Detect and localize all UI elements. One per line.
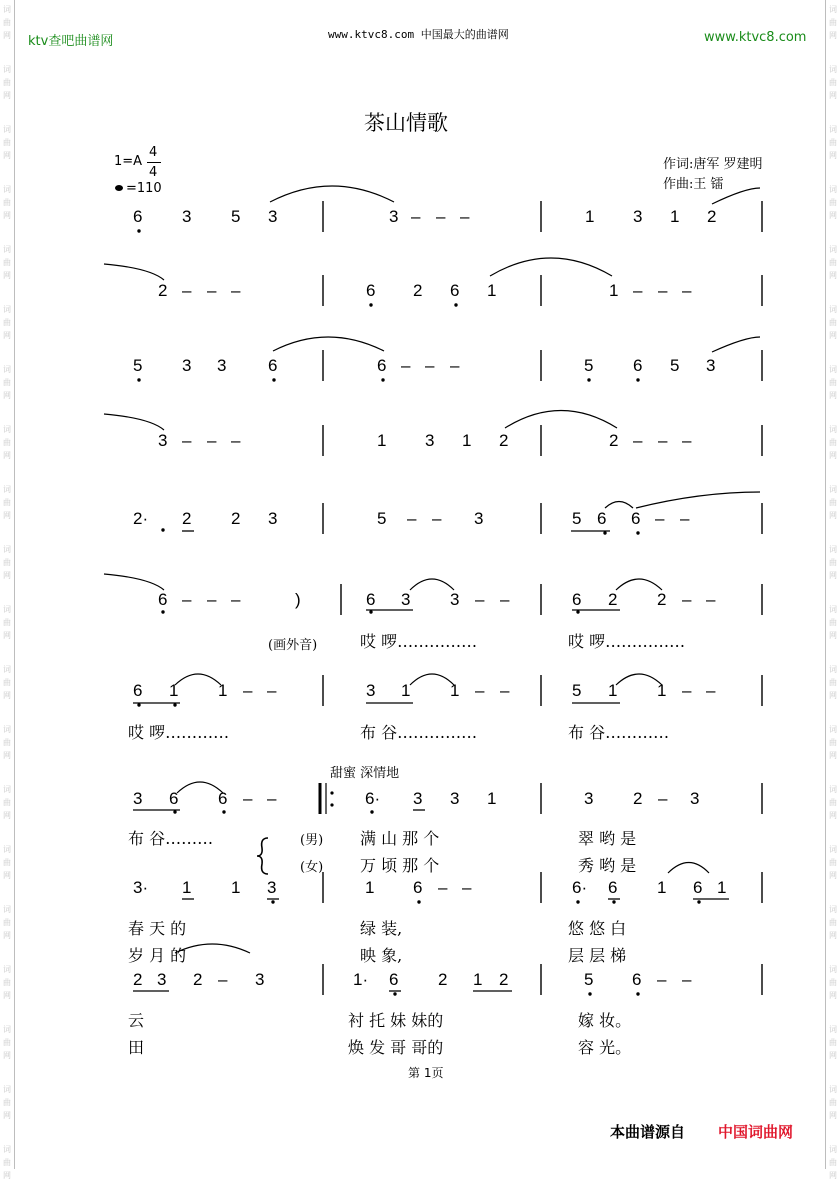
watermark-glyph: 网 [3,931,11,940]
note: – [682,970,692,989]
note: 2 [193,970,203,989]
lyricist-credit: 作词:唐军 罗建明 [663,157,763,172]
watermark-glyph: 词 [3,725,11,734]
repeat-sign [320,783,334,814]
note: 6 [633,356,643,375]
watermark-glyph: 网 [829,751,837,760]
note: 3 [690,789,700,808]
watermark-glyph: 词 [829,545,837,554]
note: 1 [608,681,618,700]
watermark-glyph: 词 [3,305,11,314]
note: 2 [133,970,143,989]
watermark-glyph: 曲 [3,858,11,867]
watermark-glyph: 网 [3,31,11,40]
note: 6 [597,509,607,528]
watermark-glyph: 网 [3,811,11,820]
watermark-glyph: 词 [829,905,837,914]
note: – [243,681,253,700]
note: – [682,681,692,700]
composer-credit: 作曲:王 镭 [663,177,724,192]
watermark-glyph: 词 [3,425,11,434]
watermark-glyph: 网 [3,211,11,220]
footer-source-site[interactable]: 中国词曲网 [718,1123,794,1141]
lyric-line: 云 [128,1011,145,1030]
watermark-glyph: 网 [3,1111,11,1120]
header-site-url: www.ktvc8.com [704,30,807,45]
note: 6 [631,509,641,528]
lyric-line: 哎 啰…………… [568,632,686,651]
note: – [658,789,668,808]
watermark-glyph: 词 [829,1085,837,1094]
note: 2 [499,970,509,989]
watermark-glyph: 词 [829,965,837,974]
watermark-glyph: 词 [3,125,11,134]
watermark-glyph: 词 [3,905,11,914]
lyric-line: 层 层 梯 [568,946,627,965]
note: 6 [608,878,618,897]
lyric-line: 布 谷…………… [360,723,478,742]
watermark-glyph: 词 [829,845,837,854]
watermark-glyph: 曲 [3,18,11,27]
note: 6 [366,590,376,609]
watermark-glyph: 网 [3,1051,11,1060]
note: 2 [438,970,448,989]
note: – [657,970,667,989]
watermark-glyph: 网 [3,871,11,880]
note: 1 [169,681,179,700]
note: 1 [473,970,483,989]
note: – [267,681,277,700]
lyric-line: 布 谷……… [128,829,214,848]
note: 6 [133,681,143,700]
note: 3 [389,207,399,226]
note: 5 [377,509,387,528]
watermark-glyph: 词 [3,5,11,14]
note: – [411,207,421,226]
watermark-glyph: 词 [829,485,837,494]
note: 6 [268,356,278,375]
note: 2 [608,590,618,609]
note: – [218,970,228,989]
note: 6 [158,590,168,609]
lyric-line: 悠 悠 白 [568,919,627,938]
note: 2 [633,789,643,808]
watermark-glyph: 词 [829,185,837,194]
watermark-glyph: 曲 [3,498,11,507]
note: 6 [169,789,179,808]
watermark-glyph: 网 [3,151,11,160]
watermark-glyph: 曲 [3,138,11,147]
note: – [475,590,485,609]
watermark-glyph: 曲 [3,198,11,207]
note: 1 [365,878,375,897]
note: – [438,878,448,897]
watermark-glyph: 网 [3,391,11,400]
rhythm-underlines [133,531,729,991]
note: 3 [158,431,168,450]
watermark-glyph: 词 [3,65,11,74]
note: 1 [585,207,595,226]
watermark-glyph: 曲 [3,1158,11,1167]
watermark-glyph: 曲 [3,258,11,267]
watermark-glyph: 曲 [3,78,11,87]
note: 1 [717,878,727,897]
lyric-line: 秀 哟 是 [578,856,637,875]
watermark-glyph: 网 [3,631,11,640]
note: 3 [133,789,143,808]
note: – [407,509,417,528]
note: 5 [133,356,143,375]
watermark-glyph: 词 [3,545,11,554]
watermark-glyph: 网 [3,451,11,460]
note: 1 [657,878,667,897]
watermark-glyph: 曲 [3,678,11,687]
note: 1 [487,281,497,300]
note: – [425,356,435,375]
note: 6 [366,281,376,300]
note: 3 [255,970,265,989]
note: 3 [401,590,411,609]
watermark-glyph: 曲 [829,438,837,447]
watermark-glyph: 曲 [829,978,837,987]
note: 1 [609,281,619,300]
watermark-glyph: 网 [829,631,837,640]
note: – [231,590,241,609]
watermark-glyph: 曲 [829,738,837,747]
lyric-line: 哎 啰………… [128,723,230,742]
watermark-glyph: 曲 [3,378,11,387]
lyric-line: 焕 发 哥 哥的 [348,1038,444,1057]
expression-mark: 甜蜜 深情地 [330,766,400,781]
watermark-glyph: 网 [829,931,837,940]
watermark-glyph: 曲 [829,618,837,627]
watermark-glyph: 词 [3,845,11,854]
lyric-line: 衬 托 妹 妹的 [348,1011,444,1030]
note: 3 [425,431,435,450]
watermark-glyph: 曲 [3,318,11,327]
watermark-glyph: 曲 [3,798,11,807]
note: – [182,281,192,300]
watermark-glyph: 网 [829,211,837,220]
lyric-line: 绿 装, [360,919,403,938]
watermark-glyph: 词 [829,125,837,134]
note: – [182,431,192,450]
note: 6 [377,356,387,375]
watermark-glyph: 网 [829,511,837,520]
note: 1 [401,681,411,700]
watermark-glyph: 词 [3,1085,11,1094]
note: 1 [231,878,241,897]
note: – [182,590,192,609]
note: 5 [584,356,594,375]
note: 1 [670,207,680,226]
watermark-glyph: 词 [829,245,837,254]
note: – [655,509,665,528]
note: 2 [413,281,423,300]
watermark-glyph: 词 [829,1145,837,1154]
key-signature: 1=A [114,154,143,169]
watermark-glyph: 网 [3,571,11,580]
watermark-glyph: 词 [3,785,11,794]
watermark-glyph: 网 [3,991,11,1000]
note: 3 [413,789,423,808]
watermark-glyph: 词 [829,5,837,14]
watermark-glyph: 网 [3,751,11,760]
note: – [401,356,411,375]
watermark-glyph: 词 [3,1025,11,1034]
note: 5 [572,681,582,700]
watermark-glyph: 网 [3,271,11,280]
watermark-glyph: 曲 [829,18,837,27]
note: 3 [268,207,278,226]
watermark-glyph: 曲 [3,738,11,747]
lyric-line: 翠 哟 是 [578,829,637,848]
note: 6 [133,207,143,226]
watermark-glyph: 曲 [829,1098,837,1107]
watermark-glyph: 词 [829,365,837,374]
watermark-glyph: 网 [829,1171,837,1180]
note: – [432,509,442,528]
voice-brace [257,838,268,874]
note: 3 [182,356,192,375]
note: 1 [218,681,228,700]
watermark-glyph: 词 [829,1025,837,1034]
watermark-glyph: 网 [829,31,837,40]
note: 3 [706,356,716,375]
lyric-line: 春 天 的 [128,919,187,938]
note: 1 [657,681,667,700]
note: – [500,681,510,700]
male-part-label: (男) [300,833,324,848]
watermark-glyph: 网 [3,1171,11,1180]
watermark-glyph: 曲 [829,918,837,927]
lyric-line: 万 顷 那 个 [360,856,440,875]
watermark-glyph: 曲 [829,78,837,87]
watermark-glyph: 词 [3,365,11,374]
watermark-glyph: 词 [3,965,11,974]
header-site-name: ktv查吧曲谱网 [28,34,114,49]
note: 3 [157,970,167,989]
time-signature-top: 4 [149,145,158,160]
note: – [462,878,472,897]
watermark-glyph: 曲 [829,198,837,207]
watermark-glyph: 曲 [829,858,837,867]
note: 3 [267,878,277,897]
watermark-glyph: 词 [3,605,11,614]
note: 6 [572,590,582,609]
header-site-tagline: www.ktvc8.com 中国最大的曲谱网 [328,28,509,41]
watermark-glyph: 曲 [829,558,837,567]
watermark-glyph: 网 [829,1111,837,1120]
watermark-glyph: 网 [3,331,11,340]
watermark-glyph: 曲 [829,378,837,387]
watermark-glyph: 词 [829,605,837,614]
tempo-mark: =110 [126,181,162,196]
note: 1 [487,789,497,808]
lyric-line: 映 象, [360,946,403,965]
note: 3· [133,878,149,897]
watermark-glyph: 曲 [3,1038,11,1047]
watermark-glyph: 网 [829,331,837,340]
note: 3 [182,207,192,226]
note: 6 [632,970,642,989]
watermark-glyph: 词 [3,185,11,194]
watermark-glyph: 曲 [829,798,837,807]
note: 1 [462,431,472,450]
note: 3 [450,590,460,609]
note: – [231,431,241,450]
lyric-line: 容 光。 [578,1038,632,1057]
watermark-glyph: 网 [829,1051,837,1060]
watermark-glyph: 网 [829,811,837,820]
note: – [207,590,217,609]
note: – [475,681,485,700]
note: 6 [413,878,423,897]
note: – [680,509,690,528]
female-part-label: (女) [300,860,324,875]
watermark-glyph: 曲 [829,678,837,687]
note: 6 [450,281,460,300]
watermark-glyph: 曲 [3,618,11,627]
note: – [682,590,692,609]
watermark-glyph: 曲 [3,438,11,447]
note: 6 [693,878,703,897]
note: – [633,431,643,450]
note: 2· [133,509,149,528]
watermark-glyph: 网 [829,391,837,400]
watermark-glyph: 网 [829,691,837,700]
note: – [658,281,668,300]
note: – [243,789,253,808]
note: 3 [217,356,227,375]
note: ) [295,590,301,609]
lyric-line: 岁 月 的 [128,946,187,965]
note: 3 [633,207,643,226]
note: – [460,207,470,226]
note: – [658,431,668,450]
lyric-line: 布 谷………… [568,723,670,742]
note: 2 [182,509,192,528]
lyric-line: 田 [128,1038,145,1057]
page-number: 第 1页 [408,1066,444,1080]
watermark-glyph: 曲 [829,1038,837,1047]
note: 5 [670,356,680,375]
footer-source-label: 本曲谱源自 [610,1123,686,1141]
watermark-glyph: 曲 [829,318,837,327]
note: – [706,590,716,609]
time-signature-bottom: 4 [149,165,158,180]
note: 6 [218,789,228,808]
note: 2 [158,281,168,300]
note: 1 [182,878,192,897]
watermark-glyph: 曲 [3,1098,11,1107]
lyric-line: 哎 啰…………… [360,632,478,651]
watermark-glyph: 词 [3,245,11,254]
watermark-glyph: 词 [3,485,11,494]
note: 1 [450,681,460,700]
watermark-glyph: 网 [3,91,11,100]
note: – [633,281,643,300]
watermark-glyph: 曲 [829,1158,837,1167]
note: 6 [389,970,399,989]
note: – [207,281,217,300]
note: 5 [572,509,582,528]
note: 2 [657,590,667,609]
lyric-line: 嫁 妆。 [578,1011,632,1030]
note: – [450,356,460,375]
note: 5 [584,970,594,989]
note: 1· [353,970,369,989]
note: 6· [572,878,588,897]
watermark-glyph: 词 [829,785,837,794]
watermark-glyph: 网 [3,511,11,520]
watermark-glyph: 网 [829,451,837,460]
note: 2 [609,431,619,450]
watermark-glyph: 网 [829,151,837,160]
watermark-glyph: 曲 [829,258,837,267]
note: – [207,431,217,450]
watermark-glyph: 词 [829,725,837,734]
watermark-glyph: 词 [3,665,11,674]
note: 3 [584,789,594,808]
note: – [267,789,277,808]
watermark-glyph: 网 [3,691,11,700]
watermark-glyph: 网 [829,91,837,100]
watermark-glyph: 词 [3,1145,11,1154]
note: 1 [377,431,387,450]
offstage-label: (画外音) [268,638,318,653]
watermark-glyph: 词 [829,65,837,74]
note: – [706,681,716,700]
watermark-glyph: 网 [829,871,837,880]
watermark-glyph: 词 [829,665,837,674]
note: 3 [450,789,460,808]
note: 5 [231,207,241,226]
watermark-glyph: 曲 [3,918,11,927]
note: 2 [231,509,241,528]
note: 3 [366,681,376,700]
watermark-glyph: 曲 [3,558,11,567]
note: 3 [268,509,278,528]
watermark-glyph: 网 [829,571,837,580]
lyric-line: 满 山 那 个 [360,829,440,848]
watermark-glyph: 曲 [3,978,11,987]
watermark-glyph: 网 [829,991,837,1000]
note: 2 [707,207,717,226]
note: 3 [474,509,484,528]
watermark-glyph: 词 [829,425,837,434]
watermark-glyph: 网 [829,271,837,280]
note: – [436,207,446,226]
watermark-glyph: 词 [829,305,837,314]
note: 6· [365,789,381,808]
watermark-glyph: 曲 [829,138,837,147]
song-title: 茶山情歌 [364,111,448,135]
note: – [682,281,692,300]
watermark-glyph: 曲 [829,498,837,507]
note: – [682,431,692,450]
note: 2 [499,431,509,450]
note: – [500,590,510,609]
note: – [231,281,241,300]
